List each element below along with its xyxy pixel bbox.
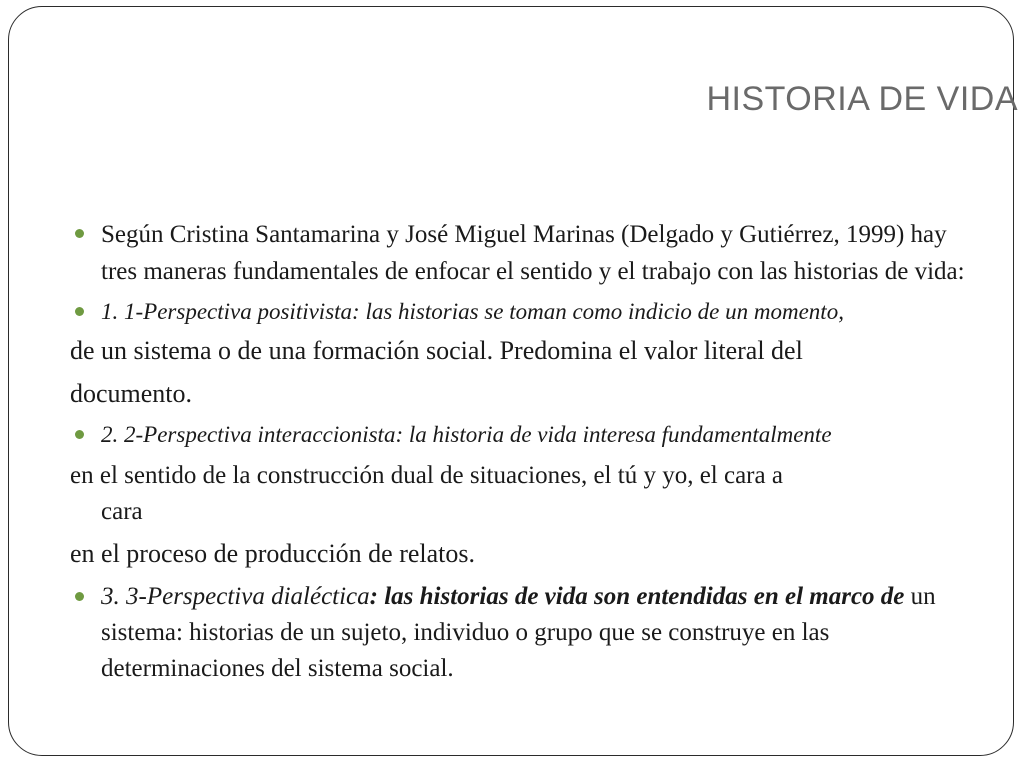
bullet-item-interaccionista bbox=[70, 418, 970, 452]
bullet-dot-icon bbox=[75, 307, 84, 316]
bullet-text: 1. 1-Perspectiva positivista: las historias se toman como indicio de un momento, bbox=[101, 299, 844, 324]
continuation-line: documento. bbox=[70, 379, 193, 408]
bullet-dot-icon bbox=[75, 592, 84, 601]
bullet-item-positivista bbox=[70, 295, 970, 329]
bullet-text: 2. 2-Perspectiva interaccionista: la historia de vida interesa fundamentalmente bbox=[101, 422, 832, 447]
continuation-line: cara bbox=[101, 498, 143, 525]
bullet-dot-icon bbox=[75, 229, 84, 238]
bullet-item-dialectica bbox=[70, 579, 970, 687]
bullet-text-bold-italic: : las historias de vida son entendidas en el marco de bbox=[369, 583, 905, 610]
bullet-dot-icon bbox=[75, 430, 84, 439]
bullet-text-italic: 3. 3-Perspectiva dialéctica bbox=[101, 583, 370, 610]
continuation-line: en el proceso de producción de relatos. bbox=[70, 539, 476, 568]
bullet-item-intro bbox=[70, 216, 970, 290]
continuation-line: en el sentido de la construcción dual de situaciones, el tú y yo, el cara a bbox=[70, 462, 783, 489]
bullet-text: un sistema: historias de un sujeto, individuo o grupo que se construye en las determinaciones del sistema social. bbox=[101, 583, 936, 682]
slide-body bbox=[70, 216, 970, 687]
slide-title: HISTORIA DE VIDA bbox=[706, 80, 1018, 118]
continuation-line: de un sistema o de una formación social. Predomina el valor literal del bbox=[70, 336, 803, 365]
bullet-text: Según Cristina Santamarina y José Miguel Marinas (Delgado y Gutiérrez, 1999) hay tres maneras fundamentales de enfocar el sentido y el trabajo con las historias de vida: bbox=[101, 221, 965, 285]
